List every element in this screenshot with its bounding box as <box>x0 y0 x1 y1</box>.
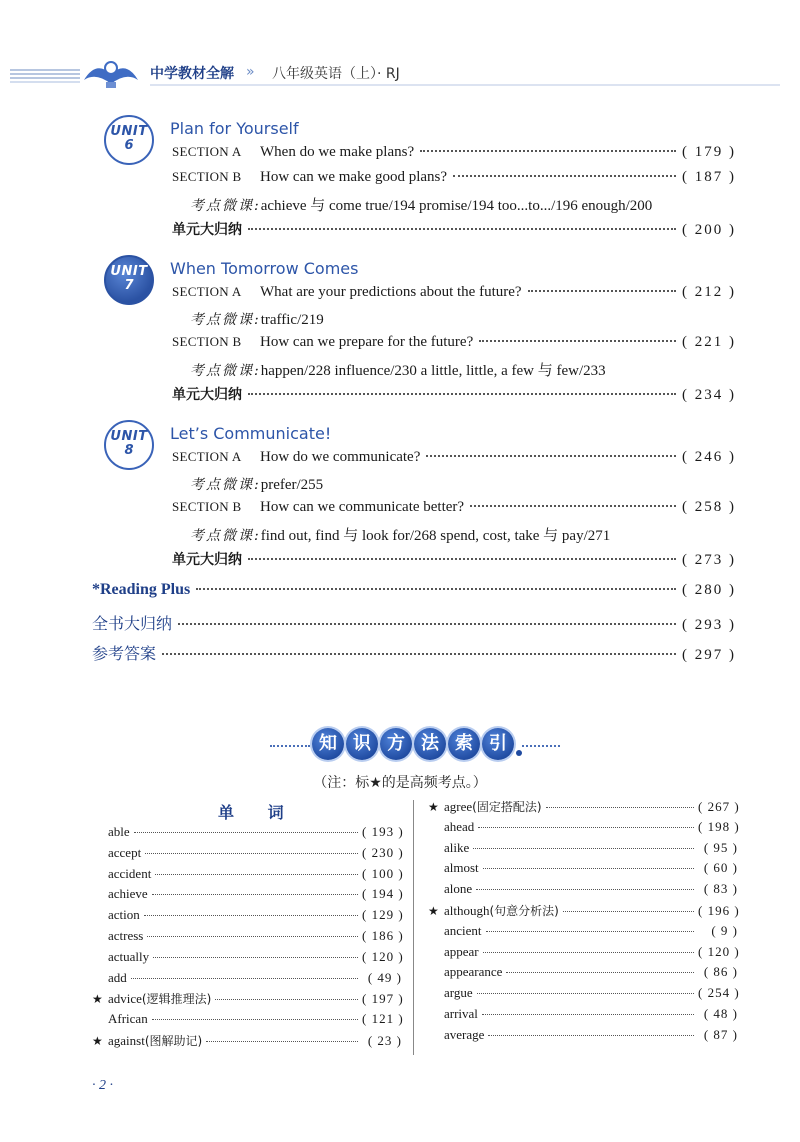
book-logo-icon <box>80 56 142 90</box>
star-marker: ★ <box>92 992 103 1007</box>
index-entry[interactable] <box>428 1027 738 1048</box>
unit-6-title: Plan for Yourself <box>170 119 299 138</box>
index-entry[interactable] <box>428 944 738 965</box>
index-word: able <box>108 824 130 839</box>
book-summary-label: 全书大归纳 <box>92 614 173 633</box>
dot-leader <box>215 999 358 1000</box>
column-divider <box>413 800 414 1055</box>
dot-leader <box>482 1014 694 1015</box>
index-entry[interactable] <box>92 907 402 928</box>
unit-label: UNIT <box>110 264 148 279</box>
banner-char: 引 <box>482 728 514 760</box>
page-ref: ( 60 ) <box>703 860 738 876</box>
toc-row-reading-plus[interactable] <box>92 581 736 599</box>
banner-char: 方 <box>380 728 412 760</box>
page-ref: ( 234 ) <box>682 387 736 403</box>
key-point-note <box>190 194 652 215</box>
method-tag: (逻辑推理法) <box>141 992 212 1007</box>
section-title: How can we make good plans? <box>260 169 448 185</box>
index-word: achieve <box>108 886 148 902</box>
dot-leader <box>473 848 694 849</box>
section-label: SECTION B <box>172 169 242 184</box>
toc-row[interactable] <box>172 449 736 466</box>
page-ref: ( 23 ) <box>367 1032 402 1048</box>
dot-leader <box>162 653 676 655</box>
page-ref: ( 258 ) <box>682 499 736 515</box>
index-entry[interactable] <box>428 860 738 881</box>
dot-leader <box>470 505 676 507</box>
dot-leader <box>478 827 694 828</box>
index-word: agree <box>444 799 473 814</box>
toc-row[interactable] <box>172 169 736 186</box>
reading-plus-label: *Reading Plus <box>92 581 191 598</box>
index-entry[interactable] <box>92 824 402 845</box>
note-label: 考点微课: <box>190 312 261 328</box>
dot-leader <box>145 853 358 854</box>
banner-dot <box>516 750 522 756</box>
page-ref: ( 273 ) <box>682 552 736 568</box>
star-marker: ★ <box>428 800 439 814</box>
index-list-left <box>92 824 402 1053</box>
page-number: · 2 · <box>92 1078 113 1093</box>
index-entry[interactable] <box>92 1032 402 1053</box>
index-entry[interactable] <box>428 1006 738 1027</box>
note-text: prefer/255 <box>260 477 324 493</box>
star-marker: ★ <box>428 903 439 918</box>
page-ref: ( 267 ) <box>698 799 740 814</box>
note-label: 考点微课: <box>190 528 261 544</box>
index-entry[interactable] <box>428 964 738 985</box>
page-ref: ( 100 ) <box>362 865 404 881</box>
index-word: average <box>444 1026 485 1042</box>
section-label: SECTION B <box>172 499 242 514</box>
banner-dash-right <box>522 745 560 747</box>
dot-leader <box>477 993 694 994</box>
dot-leader <box>248 228 676 230</box>
index-word: add <box>108 969 127 985</box>
dot-leader <box>453 175 676 177</box>
page-ref: ( 196 ) <box>698 902 740 918</box>
dot-leader <box>152 1019 358 1020</box>
note-text: happen/228 influence/230 a little, little, a few 与 few/233 <box>260 363 606 379</box>
page-ref: ( 193 ) <box>362 824 404 839</box>
index-word: alone <box>444 881 473 897</box>
page-ref: ( 120 ) <box>698 943 740 959</box>
banner-char: 法 <box>414 728 446 760</box>
star-marker: ★ <box>92 1033 103 1048</box>
index-entry[interactable] <box>428 798 738 819</box>
page-ref: ( 297 ) <box>682 647 736 663</box>
unit-6-badge <box>104 115 154 165</box>
page-ref: ( 48 ) <box>703 1005 738 1021</box>
page-ref: ( 254 ) <box>698 985 740 1001</box>
section-label: SECTION A <box>172 284 242 299</box>
answers-label: 参考答案 <box>92 644 157 663</box>
page-ref: ( 9 ) <box>711 922 738 938</box>
dot-leader <box>506 972 694 973</box>
index-word: African <box>108 1011 148 1027</box>
dot-leader <box>248 558 676 560</box>
page-ref: ( 179 ) <box>682 144 736 160</box>
page-ref: ( 293 ) <box>682 617 736 633</box>
index-entry[interactable] <box>428 902 738 923</box>
dot-leader <box>563 911 694 912</box>
index-entry[interactable] <box>428 840 738 861</box>
dot-leader <box>483 952 694 953</box>
page-ref: ( 95 ) <box>703 839 738 855</box>
section-label: SECTION B <box>172 334 242 349</box>
method-tag: (句意分析法) <box>489 903 559 918</box>
index-entry[interactable] <box>428 985 738 1006</box>
index-entry[interactable] <box>92 970 402 991</box>
key-point-note <box>190 359 606 380</box>
dot-leader <box>476 889 694 890</box>
dot-leader <box>155 874 358 875</box>
index-entry[interactable] <box>92 886 402 907</box>
section-label: SECTION A <box>172 449 242 464</box>
index-entry[interactable] <box>92 990 402 1011</box>
toc-row[interactable] <box>172 499 736 516</box>
page-ref: ( 121 ) <box>362 1011 404 1027</box>
index-word: ahead <box>444 818 475 834</box>
dot-leader <box>178 623 676 625</box>
index-word: accident <box>108 865 152 881</box>
banner-char: 识 <box>346 728 378 760</box>
toc-row[interactable] <box>172 284 736 301</box>
dot-leader <box>546 807 694 808</box>
index-word: almost <box>444 860 479 876</box>
book-subtitle: 八年级英语（上）· RJ <box>272 66 400 82</box>
book-title: 中学教材全解 <box>150 66 234 82</box>
index-entry[interactable] <box>92 949 402 970</box>
dot-leader <box>206 1041 358 1042</box>
page-ref: ( 194 ) <box>362 886 404 902</box>
toc-row-book-summary[interactable] <box>92 611 736 634</box>
page-ref: ( 86 ) <box>703 964 738 980</box>
index-word: accept <box>108 844 142 860</box>
index-entry[interactable] <box>92 845 402 866</box>
unit-number: 8 <box>124 443 134 458</box>
dot-leader <box>426 455 676 457</box>
note-label: 考点微课: <box>190 363 261 379</box>
index-word: advice <box>108 991 142 1007</box>
toc-row[interactable] <box>172 334 736 351</box>
index-entry[interactable] <box>92 928 402 949</box>
banner-char: 知 <box>312 728 344 760</box>
section-title: How can we communicate better? <box>260 499 465 515</box>
dot-leader <box>488 1035 694 1036</box>
unit-7-badge <box>104 255 154 305</box>
toc-row[interactable] <box>172 219 736 239</box>
index-note: （注：标★的是高频考点。） <box>313 775 487 791</box>
index-list-right <box>428 798 738 1048</box>
toc-row[interactable] <box>172 144 736 161</box>
section-title: How can we prepare for the future? <box>260 334 474 350</box>
unit-number: 7 <box>124 278 134 293</box>
section-title: How do we communicate? <box>260 449 421 465</box>
page-ref: ( 197 ) <box>362 991 404 1007</box>
unit-8-title: Let’s Communicate! <box>170 424 332 443</box>
key-point-note <box>190 524 610 545</box>
method-tag: (固定搭配法) <box>472 800 542 814</box>
unit-label: UNIT <box>110 429 148 444</box>
index-banner <box>270 728 560 764</box>
words-heading: 单 词 <box>218 803 298 822</box>
unit-summary: 单元大归纳 <box>172 222 242 238</box>
toc-row-answers[interactable] <box>92 641 736 664</box>
method-tag: (图解助记) <box>144 1033 203 1048</box>
page-ref: ( 186 ) <box>362 927 404 943</box>
note-text: find out, find 与 look for/268 spend, cost, take 与 pay/271 <box>260 528 611 544</box>
index-word: although <box>444 902 490 918</box>
index-word: appear <box>444 943 479 959</box>
page-ref: ( 120 ) <box>362 948 404 964</box>
banner-char: 索 <box>448 728 480 760</box>
page-ref: ( 221 ) <box>682 334 736 350</box>
page-ref: ( 246 ) <box>682 449 736 465</box>
dot-leader <box>131 978 358 979</box>
index-entry[interactable] <box>428 819 738 840</box>
unit-number: 6 <box>124 138 134 153</box>
key-point-note <box>190 309 324 329</box>
unit-8-badge <box>104 420 154 470</box>
dot-leader <box>483 868 694 869</box>
page-ref: ( 230 ) <box>362 844 404 860</box>
section-title: What are your predictions about the future? <box>260 284 522 300</box>
index-word: actually <box>108 948 150 964</box>
note-label: 考点微课: <box>190 198 261 214</box>
key-point-note <box>190 474 323 494</box>
banner-dash-left <box>270 745 310 747</box>
section-label: SECTION A <box>172 144 242 159</box>
index-word: appearance <box>444 964 503 980</box>
toc-row[interactable] <box>172 549 736 569</box>
index-word: action <box>108 907 140 923</box>
page-ref: ( 129 ) <box>362 907 404 923</box>
dot-leader <box>153 957 358 958</box>
unit-summary: 单元大归纳 <box>172 387 242 403</box>
index-word: argue <box>444 985 473 1001</box>
page-ref: ( 200 ) <box>682 222 736 238</box>
index-entry[interactable] <box>92 1011 402 1032</box>
dot-leader <box>528 290 676 292</box>
section-title: When do we make plans? <box>260 144 415 160</box>
page-ref: ( 49 ) <box>367 969 402 985</box>
index-entry[interactable] <box>92 866 402 887</box>
page-ref: ( 198 ) <box>698 818 740 834</box>
toc-row[interactable] <box>172 384 736 404</box>
dot-leader <box>147 936 358 937</box>
note-text: achieve 与 come true/194 promise/194 too...to.../196 enough/200 <box>260 198 653 214</box>
dot-leader <box>144 915 358 916</box>
index-entry[interactable] <box>428 881 738 902</box>
index-word: ancient <box>444 922 482 938</box>
page-ref: ( 280 ) <box>682 582 736 598</box>
page-ref: ( 187 ) <box>682 169 736 185</box>
page-ref: ( 87 ) <box>703 1026 738 1042</box>
dot-leader <box>134 832 358 833</box>
index-word: arrival <box>444 1005 478 1021</box>
dot-leader <box>196 588 676 590</box>
unit-label: UNIT <box>110 124 148 139</box>
page-ref: ( 83 ) <box>703 881 738 897</box>
index-entry[interactable] <box>428 923 738 944</box>
chevron-right-icon: » <box>246 64 255 80</box>
index-word: alike <box>444 839 470 855</box>
dot-leader <box>420 150 676 152</box>
note-label: 考点微课: <box>190 477 261 493</box>
index-word: against <box>108 1032 145 1048</box>
dot-leader <box>479 340 676 342</box>
index-word: actress <box>108 927 144 943</box>
unit-summary: 单元大归纳 <box>172 552 242 568</box>
page-ref: ( 212 ) <box>682 284 736 300</box>
note-text: traffic/219 <box>260 312 324 328</box>
unit-7-title: When Tomorrow Comes <box>170 259 359 278</box>
dot-leader <box>248 393 676 395</box>
dot-leader <box>152 894 358 895</box>
dot-leader <box>486 931 694 932</box>
